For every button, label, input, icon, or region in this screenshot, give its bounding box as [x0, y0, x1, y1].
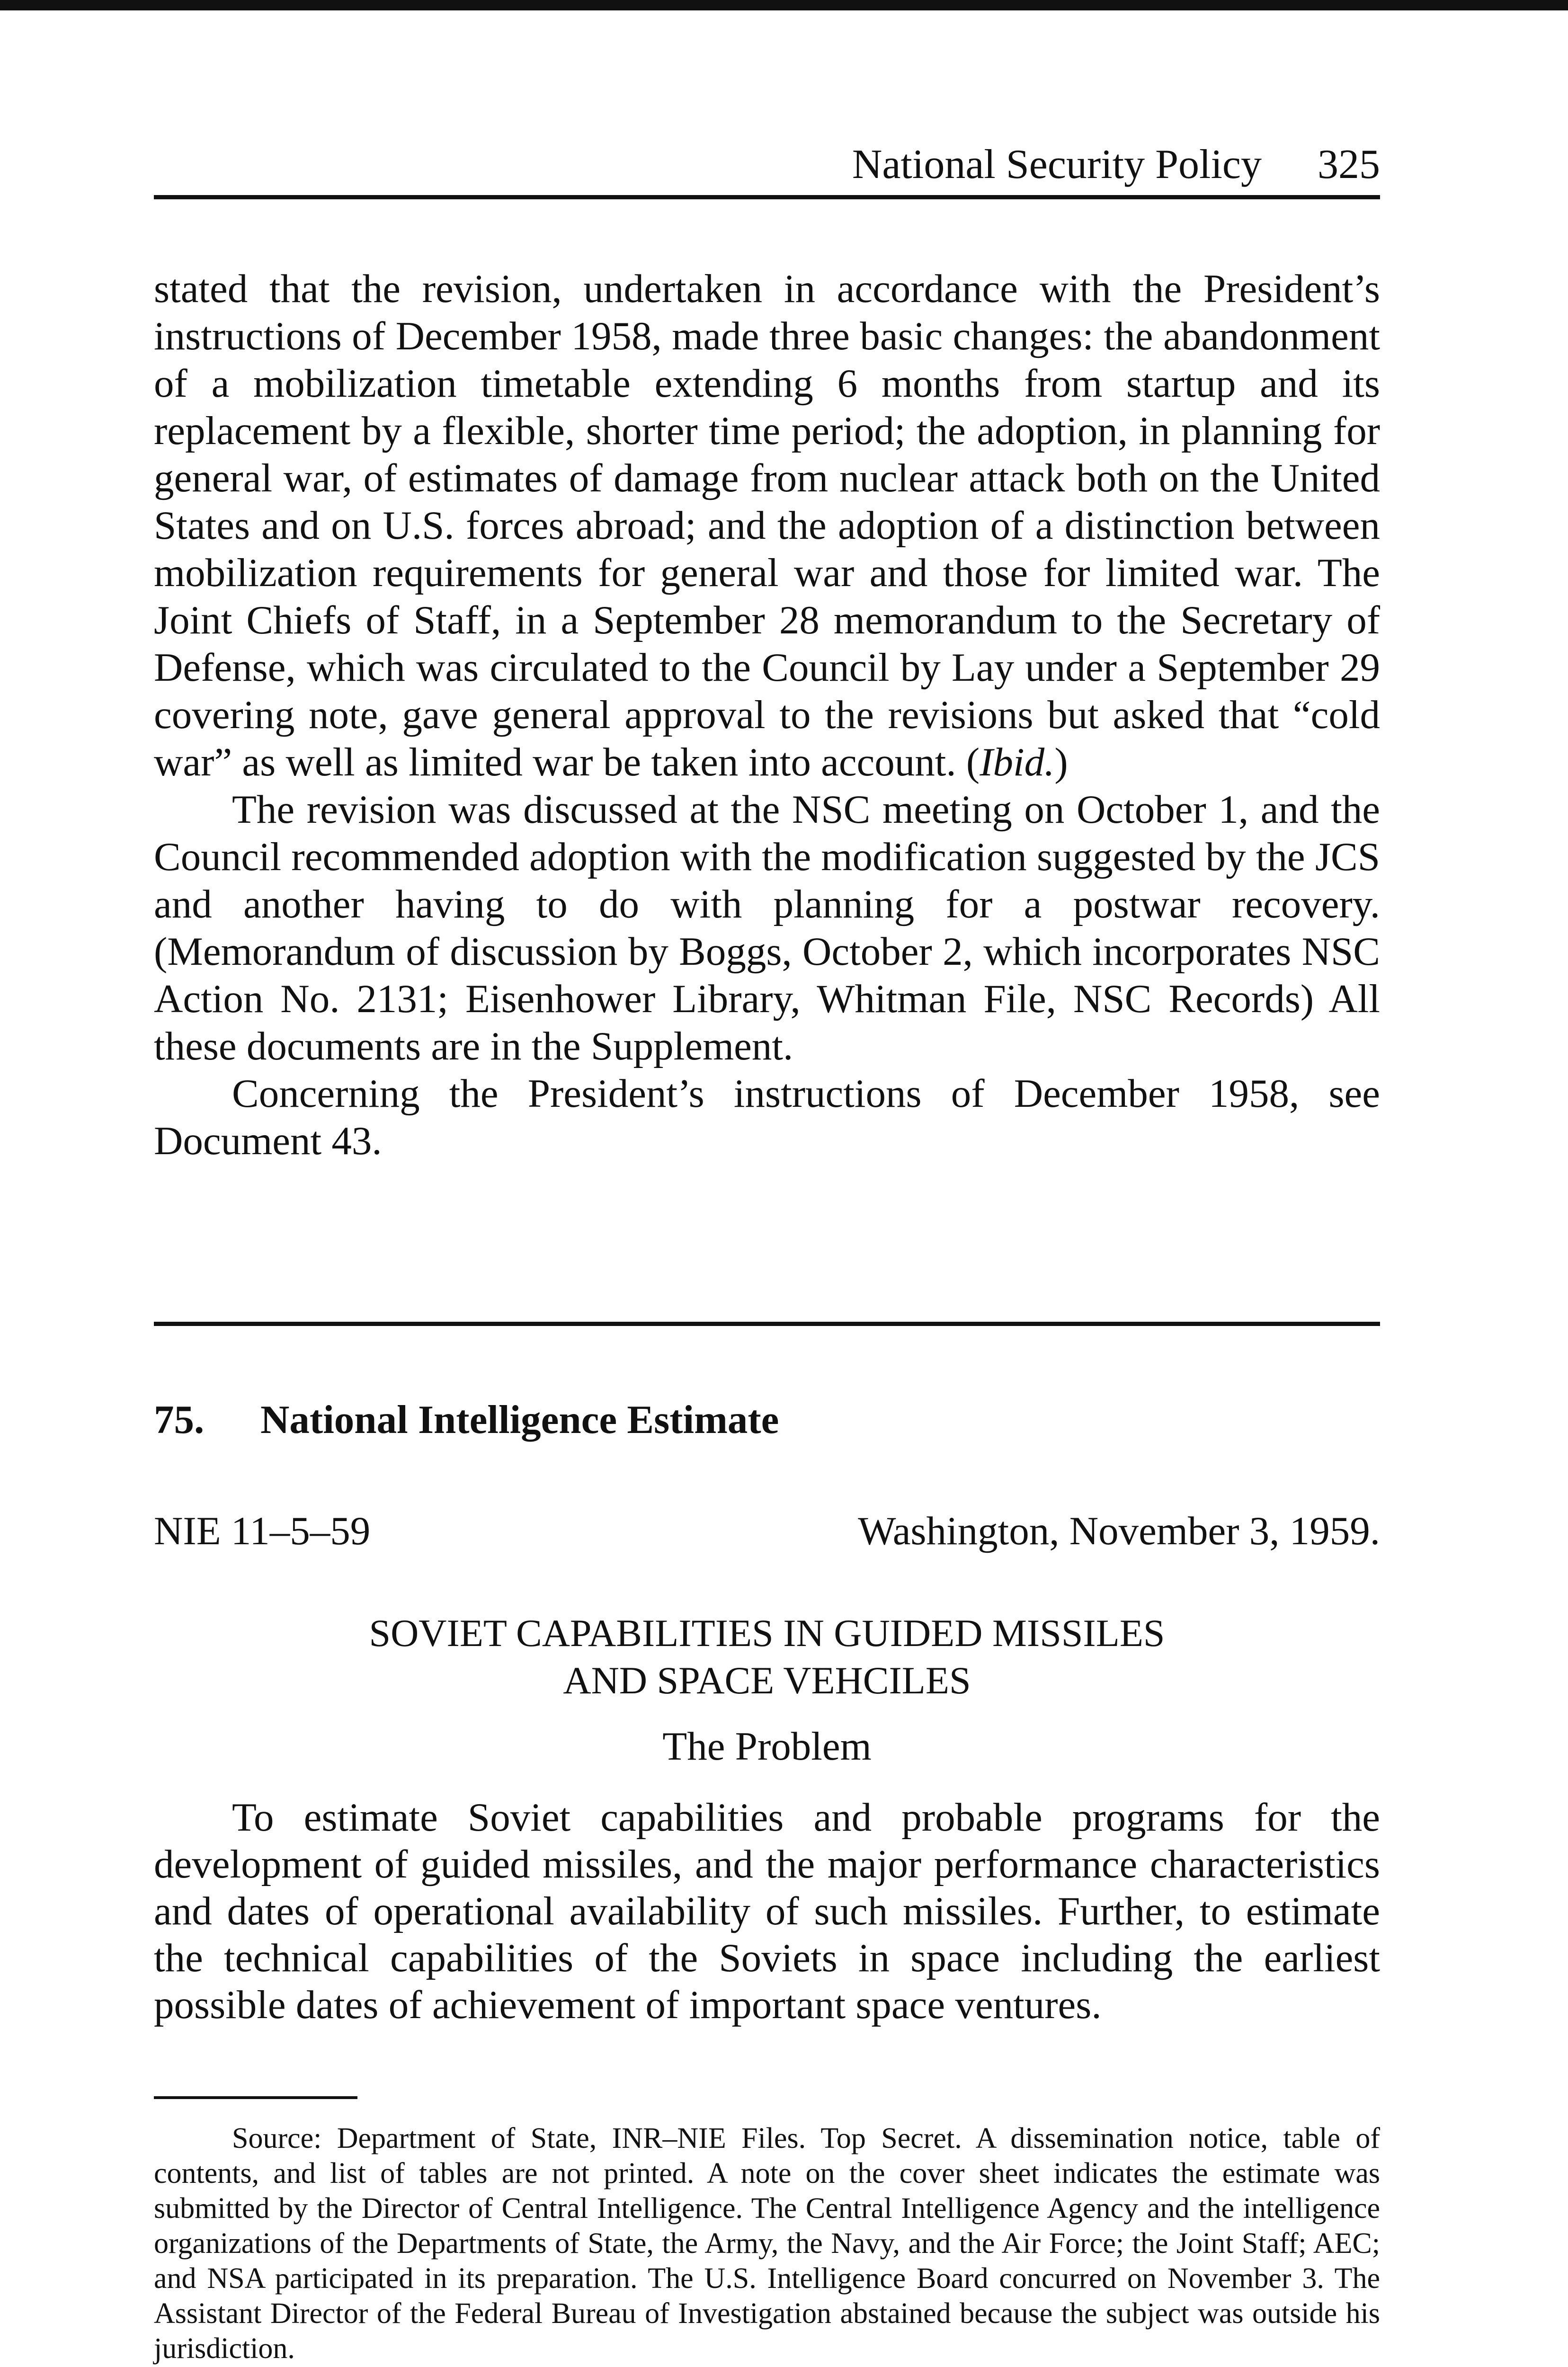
paragraph: The revision was discussed at the NSC meeting on October 1, and the Council recommended adoption with the modification suggested by the JCS and another having to do with planning for a postwar recovery. (Memorandum of discussion by Boggs, October 2, which incorporates NSC Action No. 2131; Eisenhower Library, Whitman File, NSC Records) All these documents are in the Supplement. — [154, 787, 1380, 1068]
running-head-title: National Security Policy — [852, 142, 1262, 187]
paragraph: Concerning the President’s instructions of December 1958, see Document 43. — [154, 1071, 1380, 1163]
document-title-line: AND SPACE VEHCILES — [563, 1659, 971, 1702]
source-footnote: Source: Department of State, INR–NIE Files. Top Secret. A dissemination notice, table of contents, and list of tables are not printed. A note on the cover sheet indicates the estimate was submitted by the Director of Central Intelligence. The Central Intelligence Agency and the intelligence organizations of the Departments of State, the Army, the Navy, and the Air Force; the Joint Staff; AEC; and NSA participated in its preparation. The U.S. Intelligence Board concurred on November 3. The Assistant Director of the Federal Bureau of Investigation abstained because the subject was outside his jurisdiction. — [154, 2122, 1380, 2365]
document-heading-title: National Intelligence Estimate — [260, 1397, 779, 1442]
running-head — [154, 142, 1380, 199]
header-rule — [154, 195, 1380, 199]
document-place-date: Washington, November 3, 1959. — [858, 1509, 1380, 1553]
ibid-reference: Ibid. — [980, 740, 1055, 784]
document-number: 75. — [154, 1397, 205, 1442]
scan-top-edge — [0, 0, 1568, 10]
document-title — [154, 1610, 1380, 1704]
problem-text: To estimate Soviet capabilities and probable programs for the development of guided missiles, and the major performance characteristics and dates of operational availability of such missiles. Further, to estimate the technical capabilities of the Soviets in space including the earliest possible dates of achievement of important space ventures. — [154, 1795, 1380, 2027]
section-divider — [154, 1322, 1380, 1326]
paragraph-text: stated that the revision, undertaken in accordance with the President’s instructions of December 1958, made three basic changes: the abandonment of a mobilization timetable extending 6 months from startup and its replacement by a flexible, shorter time period; the adoption, in planning for general war, of estimates of damage from nuclear attack both on the United States and on U.S. forces abroad; and the adoption of a distinction between mobilization requirements for general war and those for limited war. The Joint Chiefs of Staff, in a September 28 memorandum to the Secretary of Defense, which was circulated to the Council by Lay under a September 29 covering note, gave general approval to the revisions but asked that “cold war” as well as limited war be taken into account. — [154, 267, 1380, 784]
document-heading — [154, 1397, 779, 1443]
continued-text — [154, 265, 1380, 1165]
paragraph-continued: stated that the revision, undertaken in accordance with the President’s instructions of December 1958, made three basic changes: the abandonment of a mobilization timetable extending 6 months from startup and its replacement by a flexible, shorter time period; the adoption, in planning for general war, of estimates of damage from nuclear attack both on the United States and on U.S. forces abroad; and the adoption of a distinction between mobilization requirements for general war and those for limited war. The Joint Chiefs of Staff, in a September 28 memorandum to the Secretary of Defense, which was circulated to the Council by Lay under a September 29 covering note, gave general approval to the revisions but asked that “cold war” as well as limited war be taken into account. (Ibid.) — [154, 267, 1380, 784]
problem-heading: The Problem — [662, 1724, 872, 1769]
document-id: NIE 11–5–59 — [154, 1509, 371, 1553]
footnote-rule — [154, 2096, 357, 2099]
page-number: 325 — [1318, 142, 1380, 187]
document-meta — [154, 1508, 1380, 1560]
document-title-line: SOVIET CAPABILITIES IN GUIDED MISSILES — [369, 1611, 1165, 1655]
